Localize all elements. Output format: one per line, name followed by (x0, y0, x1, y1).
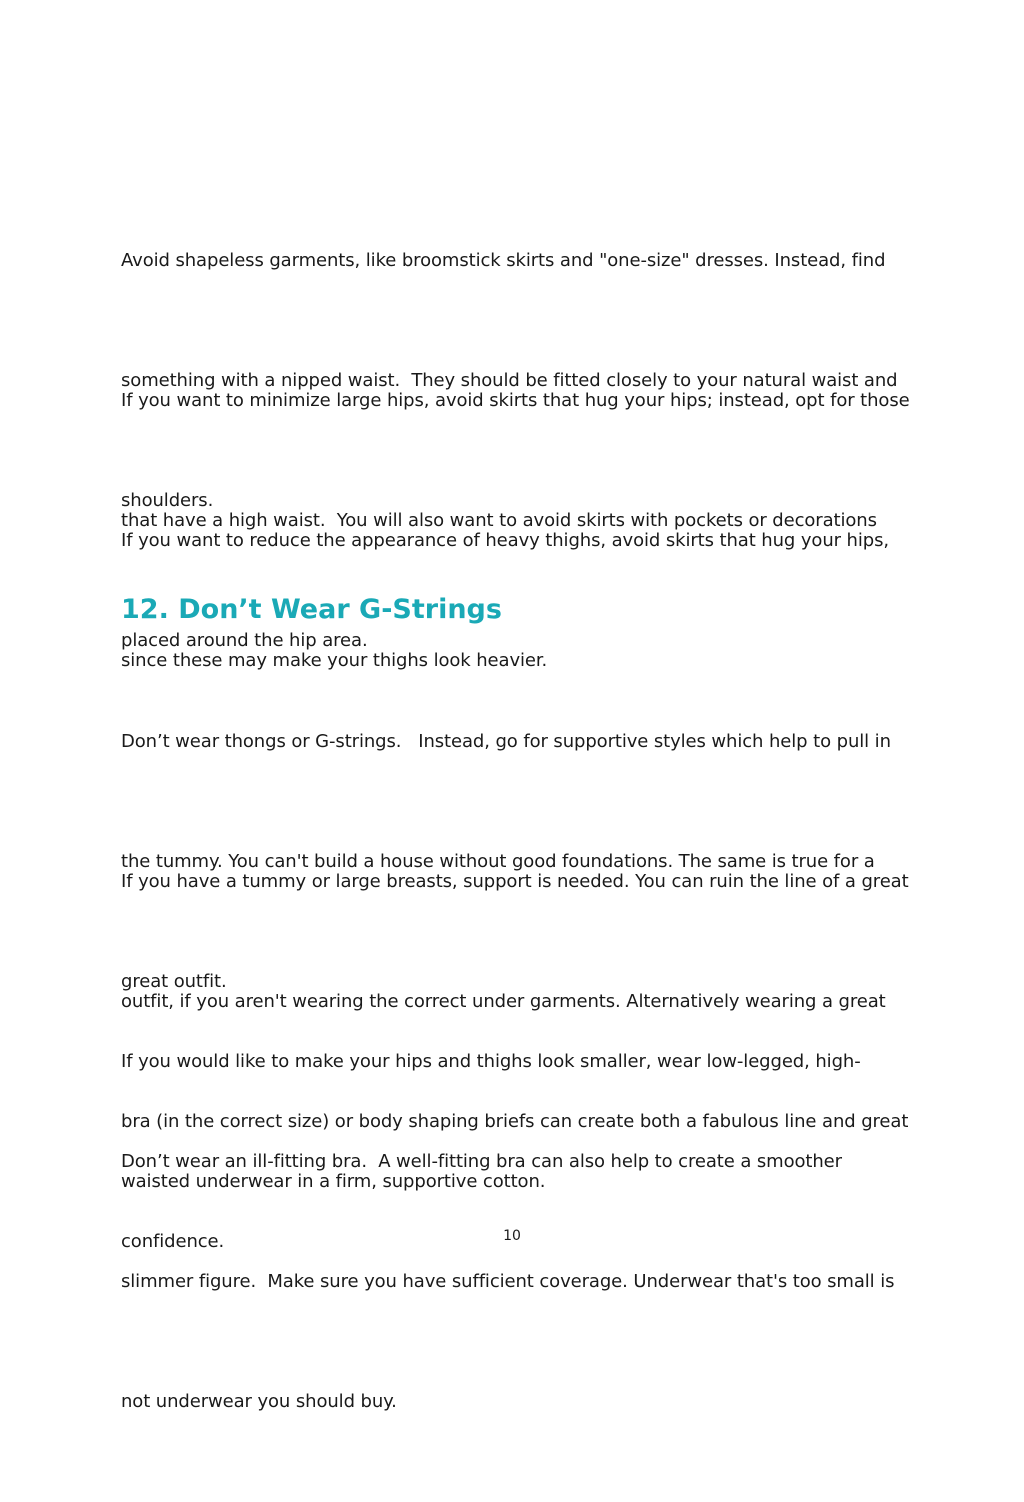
text-line: If you want to minimize large hips, avoid skirts that hug your hips; instead, opt for those (121, 390, 910, 411)
text-line: not underwear you should buy. (121, 1391, 397, 1412)
text-line: shoulders. (121, 490, 214, 511)
text-line: Don’t wear thongs or G-strings. Instead, go for supportive styles which help to pull in (121, 731, 891, 752)
text-line: If you have a tummy or large breasts, support is needed. You can ruin the line of a great (121, 871, 909, 892)
text-line: If you want to reduce the appearance of heavy thighs, avoid skirts that hug your hips, (121, 530, 889, 551)
paragraph-bra (121, 1062, 894, 1502)
text-line: the tummy. You can't build a house without good foundations. The same is true for a (121, 851, 875, 872)
text-line: great outfit. (121, 971, 227, 992)
text-line: slimmer figure. Make sure you have sufficient coverage. Underwear that's too small is (121, 1271, 895, 1292)
text-line: something with a nipped waist. They should be fitted closely to your natural waist and (121, 370, 898, 391)
text-line: waisted underwear in a firm, supportive cotton. (121, 1171, 546, 1192)
text-line: bra (in the correct size) or body shaping briefs can create both a fabulous line and great (121, 1111, 909, 1132)
text-line: confidence. (121, 1231, 225, 1252)
text-line: Avoid shapeless garments, like broomstick skirts and "one-size" dresses. Instead, find (121, 250, 886, 271)
section-heading: 12. Don’t Wear G-Strings (121, 594, 502, 625)
text-line: placed around the hip area. (121, 630, 368, 651)
text-line: since these may make your thighs look heavier. (121, 650, 548, 671)
document-page (121, 0, 911, 1412)
text-line: that have a high waist. You will also want to avoid skirts with pockets or decorations (121, 510, 877, 531)
text-line: If you would like to make your hips and thighs look smaller, wear low-legged, high- (121, 1051, 861, 1072)
text-line: outfit, if you aren't wearing the correct under garments. Alternatively wearing a great (121, 991, 886, 1012)
page-number: 10 (503, 1228, 521, 1244)
text-line: Don’t wear an ill-fitting bra. A well-fitting bra can also help to create a smoother (121, 1151, 842, 1172)
